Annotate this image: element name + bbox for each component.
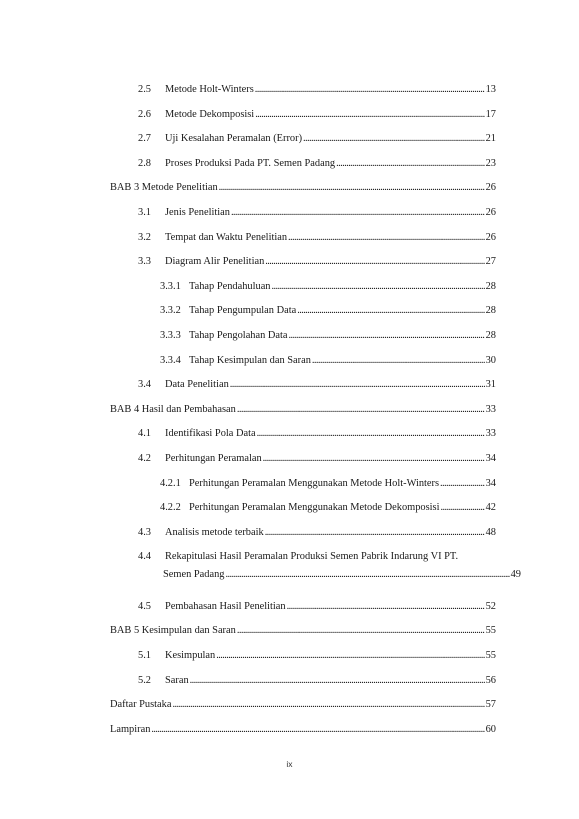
toc-leader-dots bbox=[151, 723, 484, 737]
toc-entry-line bbox=[138, 452, 496, 466]
toc-entry-page: 60 bbox=[485, 723, 496, 735]
toc-leader-dots bbox=[287, 600, 485, 614]
toc-entry-line bbox=[110, 698, 496, 712]
toc-entry-title: Tempat dan Waktu Penelitian bbox=[165, 231, 288, 243]
toc-entry-page: 48 bbox=[485, 526, 496, 538]
toc-entry[interactable] bbox=[110, 723, 496, 737]
toc-entry[interactable] bbox=[138, 378, 496, 392]
toc-entry-page: 34 bbox=[485, 477, 496, 489]
toc-entry-title: BAB 5 Kesimpulan dan Saran bbox=[110, 625, 236, 637]
toc-entry-title: Pembahasan Hasil Penelitian bbox=[165, 600, 286, 612]
toc-leader-dots bbox=[312, 354, 485, 368]
toc-entry-title: Metode Holt-Winters bbox=[165, 84, 254, 95]
toc-leader-dots bbox=[289, 329, 485, 343]
toc-entry-line bbox=[160, 280, 496, 294]
toc-leader-dots bbox=[336, 157, 485, 171]
toc-entry[interactable] bbox=[160, 477, 496, 491]
toc-entry[interactable] bbox=[138, 231, 496, 245]
toc-entry-page: 30 bbox=[485, 354, 496, 366]
toc-entry-number: 2.5 bbox=[138, 84, 151, 95]
toc-entry-title: Perhitungan Peramalan bbox=[165, 453, 262, 464]
toc-leader-dots bbox=[272, 280, 485, 294]
toc-entry-line bbox=[138, 132, 496, 146]
toc-entry-second-line bbox=[138, 568, 521, 582]
toc-entry-line bbox=[138, 157, 496, 171]
page-number: ix bbox=[286, 759, 293, 769]
toc-entry-number: 5.2 bbox=[138, 674, 151, 686]
toc-entry-number: 3.3.2 bbox=[160, 305, 181, 317]
toc-entry-line bbox=[110, 403, 496, 417]
toc-entry-line bbox=[110, 181, 496, 195]
toc-leader-dots bbox=[219, 181, 485, 195]
toc-entry-title: Perhitungan Peramalan Menggunakan Metode Holt-Winters bbox=[189, 477, 440, 489]
toc-leader-dots bbox=[237, 403, 485, 417]
toc-leader-dots bbox=[265, 255, 484, 269]
toc-entry-number: 4.2.2 bbox=[160, 502, 181, 514]
toc-entry-page: 23 bbox=[485, 157, 496, 169]
toc-entry-line bbox=[138, 427, 496, 441]
toc-entry[interactable] bbox=[160, 354, 496, 368]
toc-entry-line bbox=[160, 304, 496, 318]
toc-entry-title: Tahap Pengolahan Data bbox=[189, 330, 288, 341]
toc-entry-page: 17 bbox=[485, 108, 496, 120]
toc-entry-line bbox=[138, 231, 496, 245]
toc-entry[interactable] bbox=[138, 206, 496, 220]
toc-entry-title: Lampiran bbox=[110, 723, 151, 735]
toc-entry-line bbox=[138, 255, 496, 269]
toc-entry-page: 28 bbox=[485, 330, 496, 341]
toc-entry-title: Rekapitulasi Hasil Peramalan Produksi Semen Pabrik Indarung VI PT. bbox=[165, 551, 459, 563]
toc-entry-title: Analisis metode terbaik bbox=[165, 526, 264, 538]
toc-entry[interactable] bbox=[138, 132, 496, 146]
toc-entry-page: 26 bbox=[485, 231, 496, 243]
toc-leader-dots bbox=[440, 501, 484, 515]
toc-entry[interactable] bbox=[138, 550, 521, 588]
toc-entry-number: 4.4 bbox=[138, 551, 151, 563]
toc-entry-title: Kesimpulan bbox=[165, 649, 216, 661]
toc-entry[interactable] bbox=[138, 452, 496, 466]
toc-entry-line bbox=[160, 354, 496, 368]
toc-entry-number: 5.1 bbox=[138, 649, 151, 661]
toc-entry-title: Diagram Alir Penelitian bbox=[165, 256, 265, 268]
toc-entry[interactable] bbox=[110, 181, 496, 195]
toc-entry-page: 49 bbox=[510, 569, 521, 581]
toc-entry-title: BAB 3 Metode Penelitian bbox=[110, 182, 218, 194]
toc-entry[interactable] bbox=[138, 108, 496, 122]
toc-entry[interactable] bbox=[138, 255, 496, 269]
toc-leader-dots bbox=[257, 427, 485, 441]
toc-entry-line bbox=[138, 600, 496, 614]
toc-entry-page: 27 bbox=[485, 256, 496, 268]
toc-entry-line bbox=[138, 206, 496, 220]
toc-leader-dots bbox=[231, 206, 485, 220]
toc-entry[interactable] bbox=[160, 280, 496, 294]
toc-entry-page: 55 bbox=[485, 649, 496, 661]
toc-entry-page: 34 bbox=[485, 453, 496, 464]
toc-entry[interactable] bbox=[110, 624, 496, 638]
toc-entry-line bbox=[138, 108, 496, 122]
toc-entry-page: 56 bbox=[485, 674, 496, 686]
toc-leader-dots bbox=[297, 304, 484, 318]
toc-entry-title: Metode Dekomposisi bbox=[165, 108, 255, 120]
toc-entry-title: Identifikasi Pola Data bbox=[165, 428, 256, 440]
toc-entry-title: Tahap Kesimpulan dan Saran bbox=[189, 354, 311, 366]
toc-entry-number: 3.1 bbox=[138, 207, 151, 218]
toc-entry[interactable] bbox=[138, 157, 496, 171]
toc-entry-page: 13 bbox=[485, 84, 496, 95]
toc-entry-number: 3.3.4 bbox=[160, 354, 181, 366]
toc-entry-page: 21 bbox=[485, 133, 496, 145]
toc-entry[interactable] bbox=[138, 83, 496, 97]
toc-entry[interactable] bbox=[110, 403, 496, 417]
toc-leader-dots bbox=[237, 624, 485, 638]
toc-entry-title: BAB 4 Hasil dan Pembahasan bbox=[110, 403, 236, 415]
toc-entry-number: 4.2.1 bbox=[160, 477, 181, 489]
toc-entry-line bbox=[160, 477, 496, 491]
toc-entry-line bbox=[138, 378, 496, 392]
toc-entry-title: Daftar Pustaka bbox=[110, 699, 172, 711]
toc-entry-number: 4.3 bbox=[138, 526, 151, 538]
toc-entry[interactable] bbox=[160, 304, 496, 318]
toc-entry[interactable] bbox=[138, 427, 496, 441]
toc-entry-page: 26 bbox=[485, 207, 496, 218]
toc-entry-number: 2.7 bbox=[138, 133, 151, 145]
toc-entry-title: Tahap Pendahuluan bbox=[189, 280, 271, 292]
toc-entry[interactable] bbox=[160, 501, 496, 515]
toc-entry[interactable] bbox=[110, 698, 496, 712]
toc-entry-page: 28 bbox=[485, 305, 496, 317]
toc-leader-dots bbox=[230, 378, 485, 392]
toc-leader-dots bbox=[190, 674, 485, 688]
toc-entry-line bbox=[138, 674, 496, 688]
toc-entry-line bbox=[138, 649, 496, 663]
toc-entry-page: 28 bbox=[485, 280, 496, 292]
toc-entry-number: 4.1 bbox=[138, 428, 151, 440]
toc-entry-number: 2.6 bbox=[138, 108, 151, 120]
toc-entry-page: 33 bbox=[485, 403, 496, 415]
toc-leader-dots bbox=[263, 452, 485, 466]
toc-entry-title: Saran bbox=[165, 674, 189, 686]
toc-entry-line bbox=[138, 526, 496, 540]
toc-entry-title: Perhitungan Peramalan Menggunakan Metode Dekomposisi bbox=[189, 502, 440, 514]
toc-entry-number: 3.4 bbox=[138, 379, 151, 391]
toc-leader-dots bbox=[440, 477, 485, 491]
toc-leader-dots bbox=[265, 526, 485, 540]
toc-entry-number: 2.8 bbox=[138, 157, 151, 169]
toc-entry-title: Uji Kesalahan Peramalan (Error) bbox=[165, 133, 303, 145]
toc-entry[interactable] bbox=[138, 526, 496, 540]
toc-entry-page: 52 bbox=[485, 600, 496, 612]
toc-entry-line bbox=[110, 723, 496, 737]
toc-entry-line bbox=[138, 83, 496, 97]
toc-entry-title-continued: Semen Padang bbox=[163, 569, 225, 581]
toc-entry-page: 55 bbox=[485, 625, 496, 637]
toc-entry-first-line bbox=[138, 550, 496, 568]
toc-leader-dots bbox=[288, 231, 485, 245]
toc-entry-title: Proses Produksi Pada PT. Semen Padang bbox=[165, 157, 336, 169]
toc-leader-dots bbox=[255, 83, 485, 97]
toc-entry-line bbox=[110, 624, 496, 638]
toc-entry-page: 31 bbox=[485, 379, 496, 391]
toc-leader-dots bbox=[225, 568, 509, 582]
toc-entry[interactable] bbox=[138, 649, 496, 663]
toc-entry-number: 3.2 bbox=[138, 231, 151, 243]
toc-entry-page: 26 bbox=[485, 182, 496, 194]
toc-leader-dots bbox=[216, 649, 484, 663]
toc-entry-number: 4.5 bbox=[138, 600, 151, 612]
toc-entry-title: Tahap Pengumpulan Data bbox=[189, 305, 297, 317]
toc-entry-line bbox=[160, 501, 496, 515]
toc-entry-line bbox=[160, 329, 496, 343]
toc-leader-dots bbox=[303, 132, 485, 146]
toc-entry-title: Data Penelitian bbox=[165, 379, 229, 391]
toc-entry-number: 3.3.1 bbox=[160, 280, 181, 292]
toc-entry[interactable] bbox=[138, 600, 496, 614]
toc-entry-page: 57 bbox=[485, 699, 496, 711]
toc-entry-number: 3.3 bbox=[138, 256, 151, 268]
toc-entry-title: Jenis Penelitian bbox=[165, 207, 230, 218]
toc-entry[interactable] bbox=[138, 674, 496, 688]
toc-entry-number: 3.3.3 bbox=[160, 330, 181, 341]
toc-entry-page: 33 bbox=[485, 428, 496, 440]
toc-entry[interactable] bbox=[160, 329, 496, 343]
toc-entry-page: 42 bbox=[485, 502, 496, 514]
toc-leader-dots bbox=[255, 108, 484, 122]
toc-entry-number: 4.2 bbox=[138, 453, 151, 464]
toc-leader-dots bbox=[172, 698, 484, 712]
